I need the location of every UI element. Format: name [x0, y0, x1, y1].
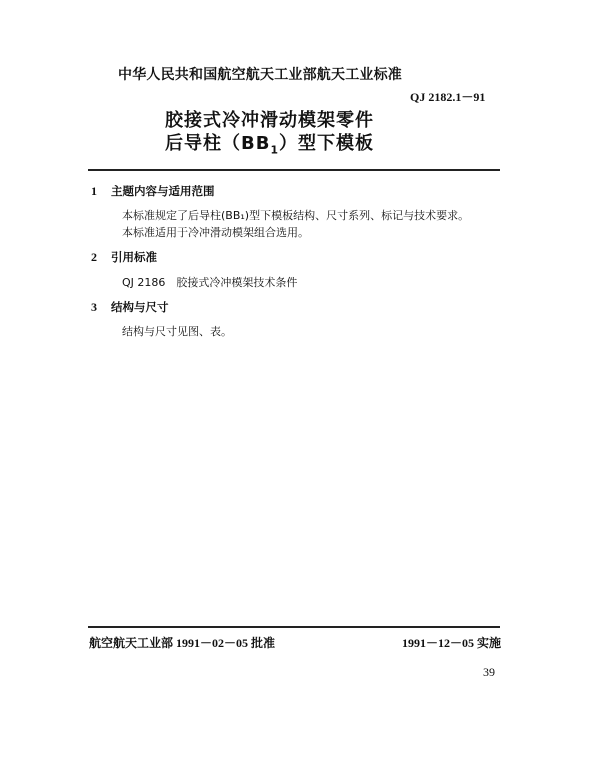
implementation-date: 1991－12－05 实施 [401, 636, 501, 650]
approval-date: 航空航天工业部 1991－02－05 批准 [89, 636, 276, 650]
section-title: 主题内容与适用范围 [111, 184, 215, 198]
title-prefix: 后导柱（BB [165, 133, 271, 154]
section-number: 1 [91, 184, 97, 198]
section-heading-1 [91, 183, 215, 199]
section-1-paragraph-1: 本标准规定了后导柱(BB₁)型下模板结构、尺寸系列、标记与技术要求。 [122, 209, 470, 222]
bottom-divider [88, 626, 500, 628]
document-title-line1: 胶接式冷冲滑动模架零件 [165, 110, 374, 131]
section-3-paragraph-1: 结构与尺寸见图、表。 [122, 325, 232, 338]
document-title-line2 [165, 129, 374, 157]
section-heading-2 [91, 249, 157, 265]
section-number: 2 [91, 250, 97, 264]
top-divider [88, 169, 500, 171]
section-title: 引用标准 [111, 250, 157, 264]
section-heading-3 [91, 299, 169, 315]
section-number: 3 [91, 300, 97, 314]
title-subscript: 1 [270, 143, 279, 157]
title-suffix: ）型下模板 [278, 133, 374, 154]
section-1-paragraph-2: 本标准适用于冷冲滑动模架组合选用。 [122, 226, 309, 239]
standard-code: QJ 2182.1－91 [410, 90, 486, 104]
section-title: 结构与尺寸 [111, 300, 169, 314]
section-2-paragraph-1: QJ 2186 胶接式冷冲模架技术条件 [122, 276, 298, 289]
issuing-organization: 中华人民共和国航空航天工业部航天工业标准 [118, 67, 402, 83]
page-number: 39 [483, 665, 495, 679]
